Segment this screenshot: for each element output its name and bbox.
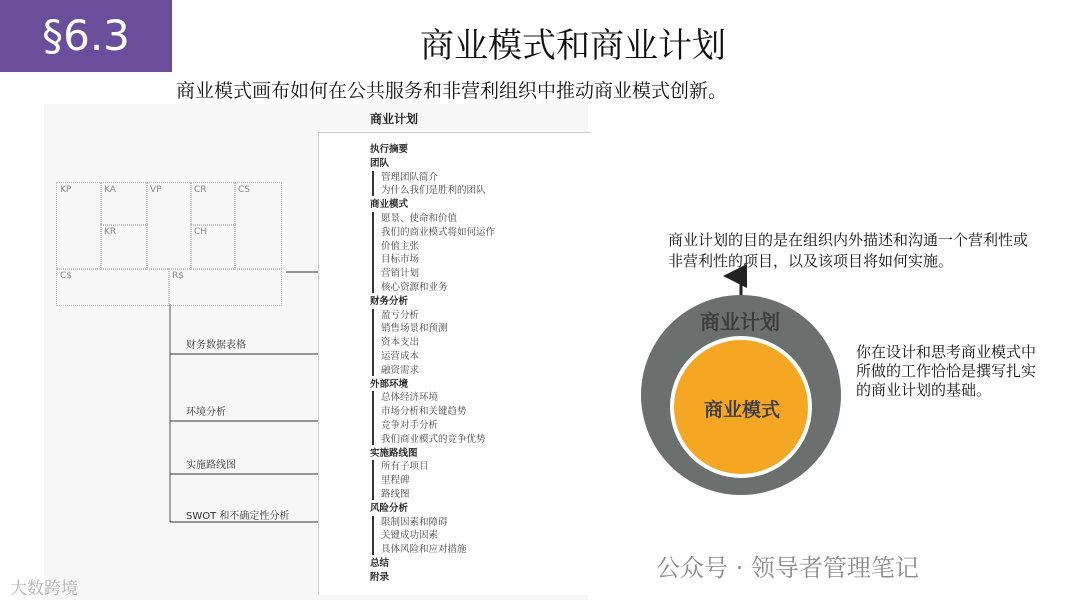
plan-section-heading: 实施路线图 (370, 447, 418, 459)
wechat-watermark: 公众号 · 领导者管理笔记 (656, 554, 919, 582)
plan-section-item: 目标市场 (381, 254, 420, 266)
section-number: §6.3 (42, 11, 130, 60)
plan-section-item: 竞争对手分析 (381, 420, 439, 431)
plan-section-item: 资本支出 (381, 337, 420, 349)
business-plan-title: 商业计划 (370, 112, 419, 126)
plan-section-item: 价值主张 (381, 240, 420, 252)
plan-section-item: 我们商业模式的竞争优势 (381, 433, 486, 445)
plan-section-heading: 执行摘要 (370, 144, 409, 155)
canvas-cell-label: VP (150, 185, 162, 195)
outer-circle-label: 商业计划 (700, 310, 780, 334)
plan-section-item: 愿景、使命和价值 (381, 213, 458, 224)
plan-section-item: 关键成功因素 (381, 530, 439, 542)
plan-section-item: 核心资源和业务 (381, 282, 448, 293)
plan-section-heading: 团队 (370, 157, 390, 169)
plan-section-item: 为什么我们是胜利的团队 (381, 185, 486, 197)
inner-circle-label: 商业模式 (703, 399, 780, 421)
plan-section-item: 路线图 (381, 489, 410, 500)
plan-section-item: 销售场景和预测 (381, 323, 448, 335)
canvas-cell-label: CS (238, 185, 250, 195)
plan-section-item: 具体风险和应对措施 (381, 544, 467, 556)
slide-subtitle: 商业模式画布如何在公共服务和非营利组织中推动商业模式创新。 (176, 80, 728, 102)
plan-section-heading: 总结 (370, 558, 390, 569)
canvas-cell-label: R$ (172, 271, 184, 281)
plan-section-item: 盈亏分析 (381, 309, 420, 321)
canvas-cell-label: KR (104, 227, 117, 237)
canvas-cell-label: KP (60, 185, 72, 195)
plan-section-item: 运营成本 (381, 351, 420, 362)
slide-title: 商业模式和商业计划 (420, 26, 726, 66)
flow-label-swot: SWOT 和不确定性分析 (186, 511, 290, 522)
plan-section-heading: 附录 (370, 571, 390, 583)
plan-section-item: 管理团队简介 (381, 171, 439, 183)
plan-section-heading: 外部环境 (370, 378, 409, 390)
plan-section-item: 限制因素和障碍 (381, 516, 448, 528)
flow-label-financial: 财务数据表格 (186, 340, 246, 351)
corner-watermark: 大数跨境 (10, 579, 78, 599)
flow-label-environment: 环境分析 (186, 407, 226, 418)
flow-label-roadmap: 实施路线图 (186, 460, 236, 471)
canvas-cell-label: KA (104, 185, 116, 195)
canvas-cell-label: CH (194, 227, 208, 237)
plan-section-heading: 商业模式 (370, 199, 409, 211)
canvas-cell-label: C$ (60, 271, 73, 281)
canvas-cell-label: CR (194, 185, 207, 195)
plan-purpose-text: 商业计划的目的是在组织内外描述和沟通一个营利性或非营利性的项目，以及该项目将如何实施。 (668, 231, 1029, 270)
plan-section-item: 市场分析和关键趋势 (381, 406, 467, 418)
model-foundation-text: 你在设计和思考商业模式中所做的工作恰恰是撰写扎实的商业计划的基础。 (856, 343, 1037, 399)
plan-section-item: 融资需求 (381, 364, 420, 376)
plan-section-heading: 财务分析 (370, 295, 409, 307)
plan-section-item: 我们的商业模式将如何运作 (381, 226, 496, 238)
plan-section-item: 营销计划 (381, 268, 420, 280)
plan-section-item: 所有子项目 (381, 461, 429, 473)
plan-section-item: 总体经济环境 (381, 392, 439, 404)
plan-section-item: 里程碑 (381, 475, 410, 487)
plan-section-heading: 风险分析 (370, 502, 409, 514)
